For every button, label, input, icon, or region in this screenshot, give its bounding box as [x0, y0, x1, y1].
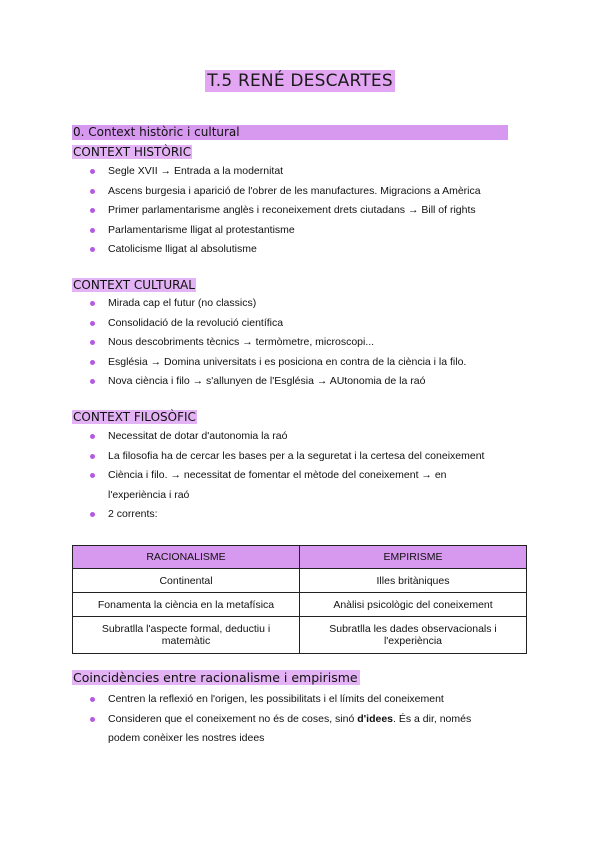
bullet-icon — [90, 360, 95, 365]
subheading-cultural-label: CONTEXT CULTURAL — [73, 278, 195, 292]
table-header-row — [73, 546, 527, 569]
table-row — [73, 617, 527, 654]
table-cell-line: Subratlla les dades observacionals i — [329, 623, 497, 635]
list-item — [90, 427, 484, 447]
table-row — [73, 569, 527, 593]
list-item — [90, 314, 466, 334]
bullet-icon — [90, 512, 95, 517]
bullet-icon — [90, 169, 95, 174]
philosophic-list — [90, 427, 484, 525]
list-item-text: Església → Domina universitats i es posiciona en contra de la ciència i la filo. — [108, 355, 467, 368]
table-cell — [300, 617, 527, 654]
list-item-text: Consideren que el coneixement no és de coses, sinó — [108, 712, 358, 725]
list-item — [90, 162, 481, 182]
list-item — [90, 221, 481, 241]
table-header-empiricism: EMPIRISME — [300, 546, 527, 569]
list-item-text: Ascens burgesia i aparició de l'obrer de les manufactures. Migracions a Amèrica — [108, 184, 481, 197]
title-container — [0, 70, 600, 92]
bullet-icon — [90, 208, 95, 213]
list-item-text: Nova ciència i filo → s'allunyen de l'Església → AUtonomia de la raó — [108, 375, 426, 387]
table-cell: Anàlisi psicològic del coneixement — [300, 593, 527, 617]
list-item-text: . És a dir, només — [393, 712, 472, 725]
bullet-icon — [90, 247, 95, 252]
historic-list — [90, 162, 481, 260]
list-item-text: Nous descobriments tècnics → termòmetre, microscopi... — [108, 336, 375, 348]
list-item-text: Catolicisme lligat al absolutisme — [108, 243, 257, 255]
list-item-text: Consolidació de la revolució científica — [108, 316, 284, 329]
cultural-list — [90, 294, 466, 392]
bold-keyword: d'idees — [357, 712, 394, 725]
list-item-text: 2 corrents: — [108, 508, 158, 520]
bullet-icon — [90, 228, 95, 233]
table-cell: Fonamenta la ciència en la metafísica — [73, 593, 300, 617]
table-cell: Continental — [73, 569, 300, 593]
list-item — [90, 505, 484, 525]
list-item — [90, 201, 481, 221]
table-cell — [73, 617, 300, 654]
bullet-icon — [90, 340, 95, 345]
subheading-philosophic-label: CONTEXT FILOSÒFIC — [73, 410, 196, 424]
table-header-rationalism: RACIONALISME — [73, 546, 300, 569]
list-item-text: Mirada cap el futur (no classics) — [108, 297, 257, 309]
list-item — [90, 710, 471, 749]
list-item — [90, 353, 466, 373]
list-item — [90, 466, 484, 505]
bullet-icon — [90, 189, 95, 194]
list-item-text: Primer parlamentarisme anglès i reconeixement drets ciutadans → Bill of rights — [108, 204, 476, 216]
subheading-philosophic — [72, 410, 197, 424]
list-item — [90, 690, 471, 710]
list-item-text-continued: l'experiència i raó — [108, 488, 190, 501]
subheading-historic — [72, 145, 192, 159]
list-item — [90, 333, 466, 353]
subheading-historic-label: CONTEXT HISTÒRIC — [73, 145, 192, 159]
list-item-text-continued: podem conèixer les nostres idees — [108, 732, 265, 744]
coincidences-list — [90, 690, 471, 749]
table-cell-line: Subratlla l'aspecte formal, deductiu i — [101, 623, 271, 635]
list-item — [90, 447, 484, 467]
bullet-icon — [90, 434, 95, 439]
list-item — [90, 240, 481, 260]
bullet-icon — [90, 321, 95, 326]
document-title: T.5 RENÉ DESCARTES — [207, 71, 393, 91]
list-item — [90, 372, 466, 392]
list-item-text: La filosofia ha de cercar les bases per a la seguretat i la certesa del coneixement — [108, 449, 485, 462]
list-item — [90, 294, 466, 314]
bullet-icon — [90, 717, 95, 722]
bullet-icon — [90, 301, 95, 306]
bullet-icon — [90, 473, 95, 478]
comparison-table — [72, 545, 527, 654]
bullet-icon — [90, 697, 95, 702]
bullet-icon — [90, 379, 95, 384]
bullet-icon — [90, 454, 95, 459]
list-item-text: Necessitat de dotar d'autonomia la raó — [108, 430, 288, 442]
table-cell-line: l'experiència — [383, 635, 443, 647]
list-item — [90, 182, 481, 202]
list-item-text: Centren la reflexió en l'origen, les possibilitats i el límits del coneixement — [108, 693, 444, 705]
table-cell-line: matemàtic — [161, 635, 211, 647]
table-cell: Illes britàniques — [300, 569, 527, 593]
list-item-text: Ciència i filo. → necessitat de fomentar el mètode del coneixement → en — [108, 469, 447, 481]
table-row — [73, 593, 527, 617]
subheading-coincidences — [72, 670, 360, 686]
subheading-cultural — [72, 278, 196, 292]
section-heading-context: 0. Context històric i cultural — [72, 125, 508, 140]
list-item-text: Segle XVII → Entrada a la modernitat — [108, 165, 284, 177]
list-item-text: Parlamentarisme lligat al protestantisme — [108, 223, 295, 236]
subheading-coincidences-label: Coincidències entre racionalisme i empirisme — [73, 670, 358, 685]
